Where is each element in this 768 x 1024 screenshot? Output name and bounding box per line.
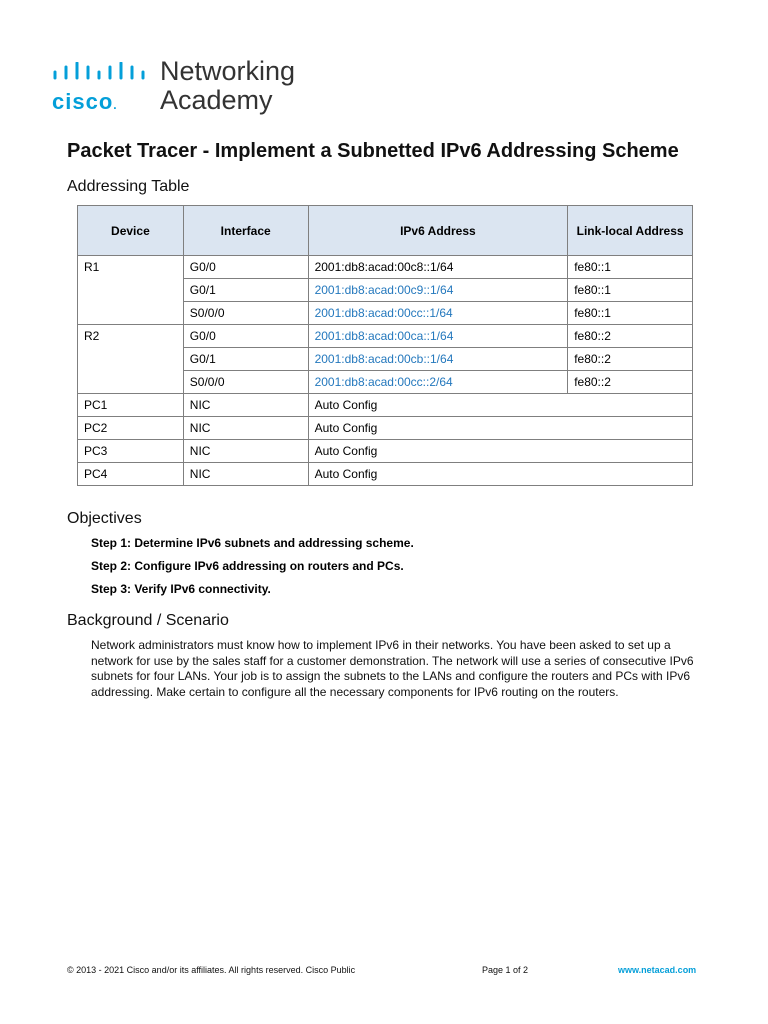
link-local-cell: fe80::1 <box>568 279 693 302</box>
device-cell: PC2 <box>78 417 184 440</box>
device-cell: PC4 <box>78 463 184 486</box>
cisco-networking-academy-logo <box>52 56 312 118</box>
device-cell: R1 <box>78 256 184 325</box>
interface-cell: G0/0 <box>183 256 308 279</box>
logo-networking: Networking <box>160 56 296 86</box>
device-cell: PC3 <box>78 440 184 463</box>
addressing-table-heading: Addressing Table <box>67 178 190 195</box>
link-local-cell: fe80::2 <box>568 371 693 394</box>
interface-cell: NIC <box>183 440 308 463</box>
table-header-row <box>78 206 693 256</box>
interface-cell: S0/0/0 <box>183 371 308 394</box>
ipv6-cell: Auto Config <box>308 394 692 417</box>
link-local-cell: fe80::2 <box>568 325 693 348</box>
table-row <box>78 256 693 279</box>
link-local-cell: fe80::1 <box>568 256 693 279</box>
logo-academy: Academy <box>160 85 273 115</box>
background-paragraph: Network administrators must know how to implement IPv6 in their networks. You have been asked to set up a network for use by the sales staff for a customer demonstration. The network will use a series of consecutive IPv6 subnets for four LANs. Your job is to assign the subnets to the LANs and configure the routers and PCs with IPv6 addressing. Make certain to configure all the necessary components for IPv6 routing on the routers. <box>91 638 694 699</box>
ipv6-cell: 2001:db8:acad:00cb::1/64 <box>308 348 568 371</box>
page-title: Packet Tracer - Implement a Subnetted IPv6 Addressing Scheme <box>67 140 679 162</box>
col-header-link-local: Link-local Address <box>568 206 693 256</box>
col-header-ipv6-address: IPv6 Address <box>308 206 568 256</box>
background-heading: Background / Scenario <box>67 612 229 629</box>
ipv6-cell: Auto Config <box>308 463 692 486</box>
cisco-wordmark: cisco. <box>52 89 118 114</box>
ipv6-cell: 2001:db8:acad:00cc::2/64 <box>308 371 568 394</box>
ipv6-cell: 2001:db8:acad:00cc::1/64 <box>308 302 568 325</box>
table-row <box>78 394 693 417</box>
table-row <box>78 417 693 440</box>
device-cell: PC1 <box>78 394 184 417</box>
objective-step: Step 2: Configure IPv6 addressing on routers and PCs. <box>91 559 404 573</box>
objective-step: Step 3: Verify IPv6 connectivity. <box>91 582 271 596</box>
footer-page-number: Page 1 of 2 <box>482 965 529 975</box>
table-row <box>78 440 693 463</box>
interface-cell: NIC <box>183 394 308 417</box>
link-local-cell: fe80::2 <box>568 348 693 371</box>
ipv6-cell: Auto Config <box>308 417 692 440</box>
interface-cell: G0/0 <box>183 325 308 348</box>
ipv6-cell: 2001:db8:acad:00ca::1/64 <box>308 325 568 348</box>
objectives-heading: Objectives <box>67 510 142 527</box>
table-row <box>78 463 693 486</box>
device-cell: R2 <box>78 325 184 394</box>
ipv6-cell: Auto Config <box>308 440 692 463</box>
ipv6-cell: 2001:db8:acad:00c8::1/64 <box>308 256 568 279</box>
objective-step: Step 1: Determine IPv6 subnets and addressing scheme. <box>91 536 414 550</box>
table-row <box>78 325 693 348</box>
objectives-list <box>91 536 414 605</box>
interface-cell: S0/0/0 <box>183 302 308 325</box>
ipv6-cell: 2001:db8:acad:00c9::1/64 <box>308 279 568 302</box>
interface-cell: G0/1 <box>183 348 308 371</box>
footer-link[interactable]: www.netacad.com <box>618 965 697 975</box>
interface-cell: NIC <box>183 417 308 440</box>
col-header-interface: Interface <box>183 206 308 256</box>
addressing-table <box>77 205 693 486</box>
cisco-bars-icon <box>52 62 150 84</box>
interface-cell: NIC <box>183 463 308 486</box>
footer-copyright: © 2013 - 2021 Cisco and/or its affiliates. All rights reserved. Cisco Public <box>67 965 356 975</box>
link-local-cell: fe80::1 <box>568 302 693 325</box>
col-header-device: Device <box>78 206 184 256</box>
interface-cell: G0/1 <box>183 279 308 302</box>
